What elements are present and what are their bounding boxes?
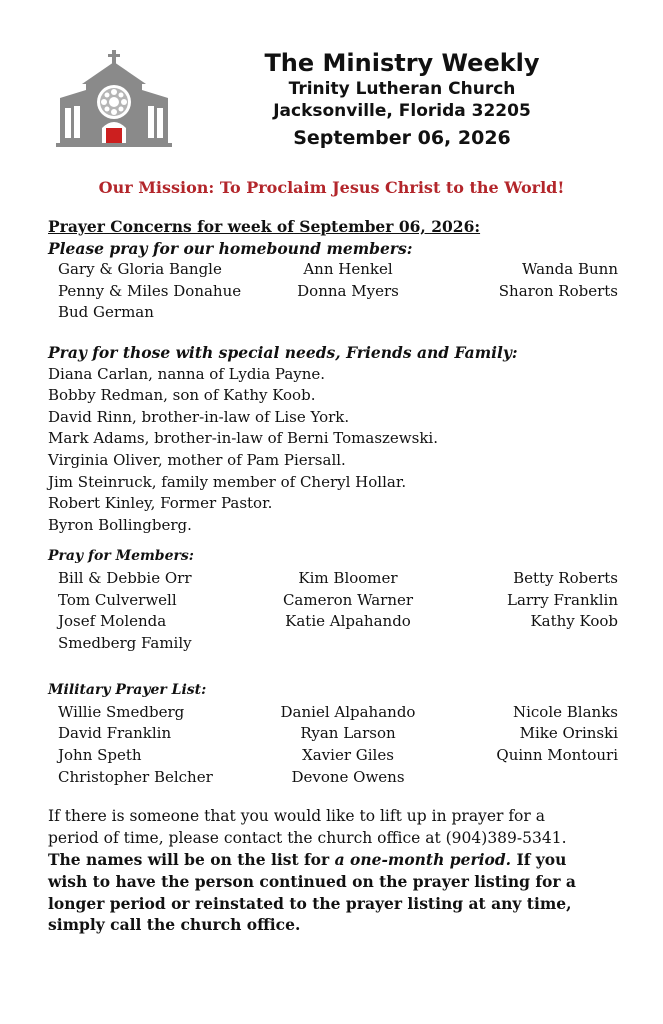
church-location: Jacksonville, Florida 32205 xyxy=(273,101,531,121)
list-item: John Speth xyxy=(58,746,142,765)
list-item: Sharon Roberts xyxy=(498,281,618,300)
list-item: Christopher Belcher xyxy=(58,767,213,786)
contact-line-2: period of time, please contact the church office at (904)389-5341. xyxy=(48,828,567,847)
list-item: Bud German xyxy=(58,303,154,322)
prayer-concerns-heading: Prayer Concerns for week of September 06, 2026: xyxy=(48,217,481,236)
list-item: Daniel Alpahando xyxy=(280,702,416,721)
list-item xyxy=(258,302,438,324)
prayer-content xyxy=(48,216,618,936)
list-item: Mark Adams, brother-in-law of Berni Tomaszewski. xyxy=(48,429,438,448)
header xyxy=(0,0,663,170)
military-heading: Military Prayer List: xyxy=(48,682,207,699)
list-item: Cameron Warner xyxy=(282,590,414,609)
homebound-heading: Please pray for our homebound members: xyxy=(48,238,413,258)
special-needs-list xyxy=(48,364,608,537)
church-logo-icon xyxy=(52,50,176,148)
list-item: Jim Steinruck, family member of Cheryl Hollar. xyxy=(48,472,407,491)
list-item: Josef Molenda xyxy=(58,612,167,631)
list-item: Bill & Debbie Orr xyxy=(58,568,192,587)
policy-period: a one-month period. xyxy=(334,850,512,870)
list-item: Wanda Bunn xyxy=(521,260,618,279)
list-item: David Franklin xyxy=(58,724,172,743)
policy-text-b: If you wish to have the person continued on the prayer listing for a longer period or reinstated to the prayer listing at any time, simply call the church office. xyxy=(48,850,576,935)
list-item: Smedberg Family xyxy=(58,633,192,652)
list-item xyxy=(438,302,618,324)
list-item: Virginia Oliver, mother of Pam Piersall. xyxy=(48,450,346,469)
list-item: Donna Myers xyxy=(297,281,399,300)
list-item: Betty Roberts xyxy=(513,568,618,587)
list-item: Mike Orinski xyxy=(519,724,618,743)
list-item: Diana Carlan, nanna of Lydia Payne. xyxy=(48,364,326,383)
issue-date: September 06, 2026 xyxy=(293,127,511,149)
list-item xyxy=(438,633,618,655)
list-item: Devone Owens xyxy=(291,767,405,786)
list-item: Kim Bloomer xyxy=(298,568,398,587)
members-list xyxy=(58,568,618,654)
homebound-list xyxy=(58,259,618,324)
list-item: Nicole Blanks xyxy=(512,702,618,721)
list-item: Larry Franklin xyxy=(506,590,618,609)
masthead xyxy=(222,48,582,152)
list-item: Katie Alpahando xyxy=(285,612,411,631)
newsletter-title: The Ministry Weekly xyxy=(264,49,540,77)
list-item: Byron Bollingberg. xyxy=(48,515,192,534)
special-needs-heading: Pray for those with special needs, Friends and Family: xyxy=(48,342,518,362)
church-name: Trinity Lutheran Church xyxy=(288,79,516,99)
list-item xyxy=(438,767,618,789)
list-item xyxy=(258,633,438,655)
contact-line-1: If there is someone that you would like to lift up in prayer for a xyxy=(48,807,545,826)
military-list xyxy=(58,702,618,788)
list-item: Ann Henkel xyxy=(303,260,393,279)
list-item: Bobby Redman, son of Kathy Koob. xyxy=(48,386,316,405)
list-item: Gary & Gloria Bangle xyxy=(58,260,222,279)
mission-statement: Our Mission: To Proclaim Jesus Christ to the World! xyxy=(98,178,565,197)
list-item: Robert Kinley, Former Pastor. xyxy=(48,494,273,513)
list-item: David Rinn, brother-in-law of Lise York. xyxy=(48,407,350,426)
list-item: Kathy Koob xyxy=(530,612,618,631)
list-item: Penny & Miles Donahue xyxy=(58,281,242,300)
list-item: Willie Smedberg xyxy=(58,702,185,721)
members-heading: Pray for Members: xyxy=(48,548,194,565)
listing-policy xyxy=(48,849,608,935)
list-item: Tom Culverwell xyxy=(58,590,177,609)
list-item: Xavier Giles xyxy=(302,746,394,765)
list-item: Ryan Larson xyxy=(300,724,396,743)
list-item: Quinn Montouri xyxy=(496,746,618,765)
contact-paragraph xyxy=(48,806,608,936)
policy-text-a: The names will be on the list for xyxy=(48,850,335,870)
